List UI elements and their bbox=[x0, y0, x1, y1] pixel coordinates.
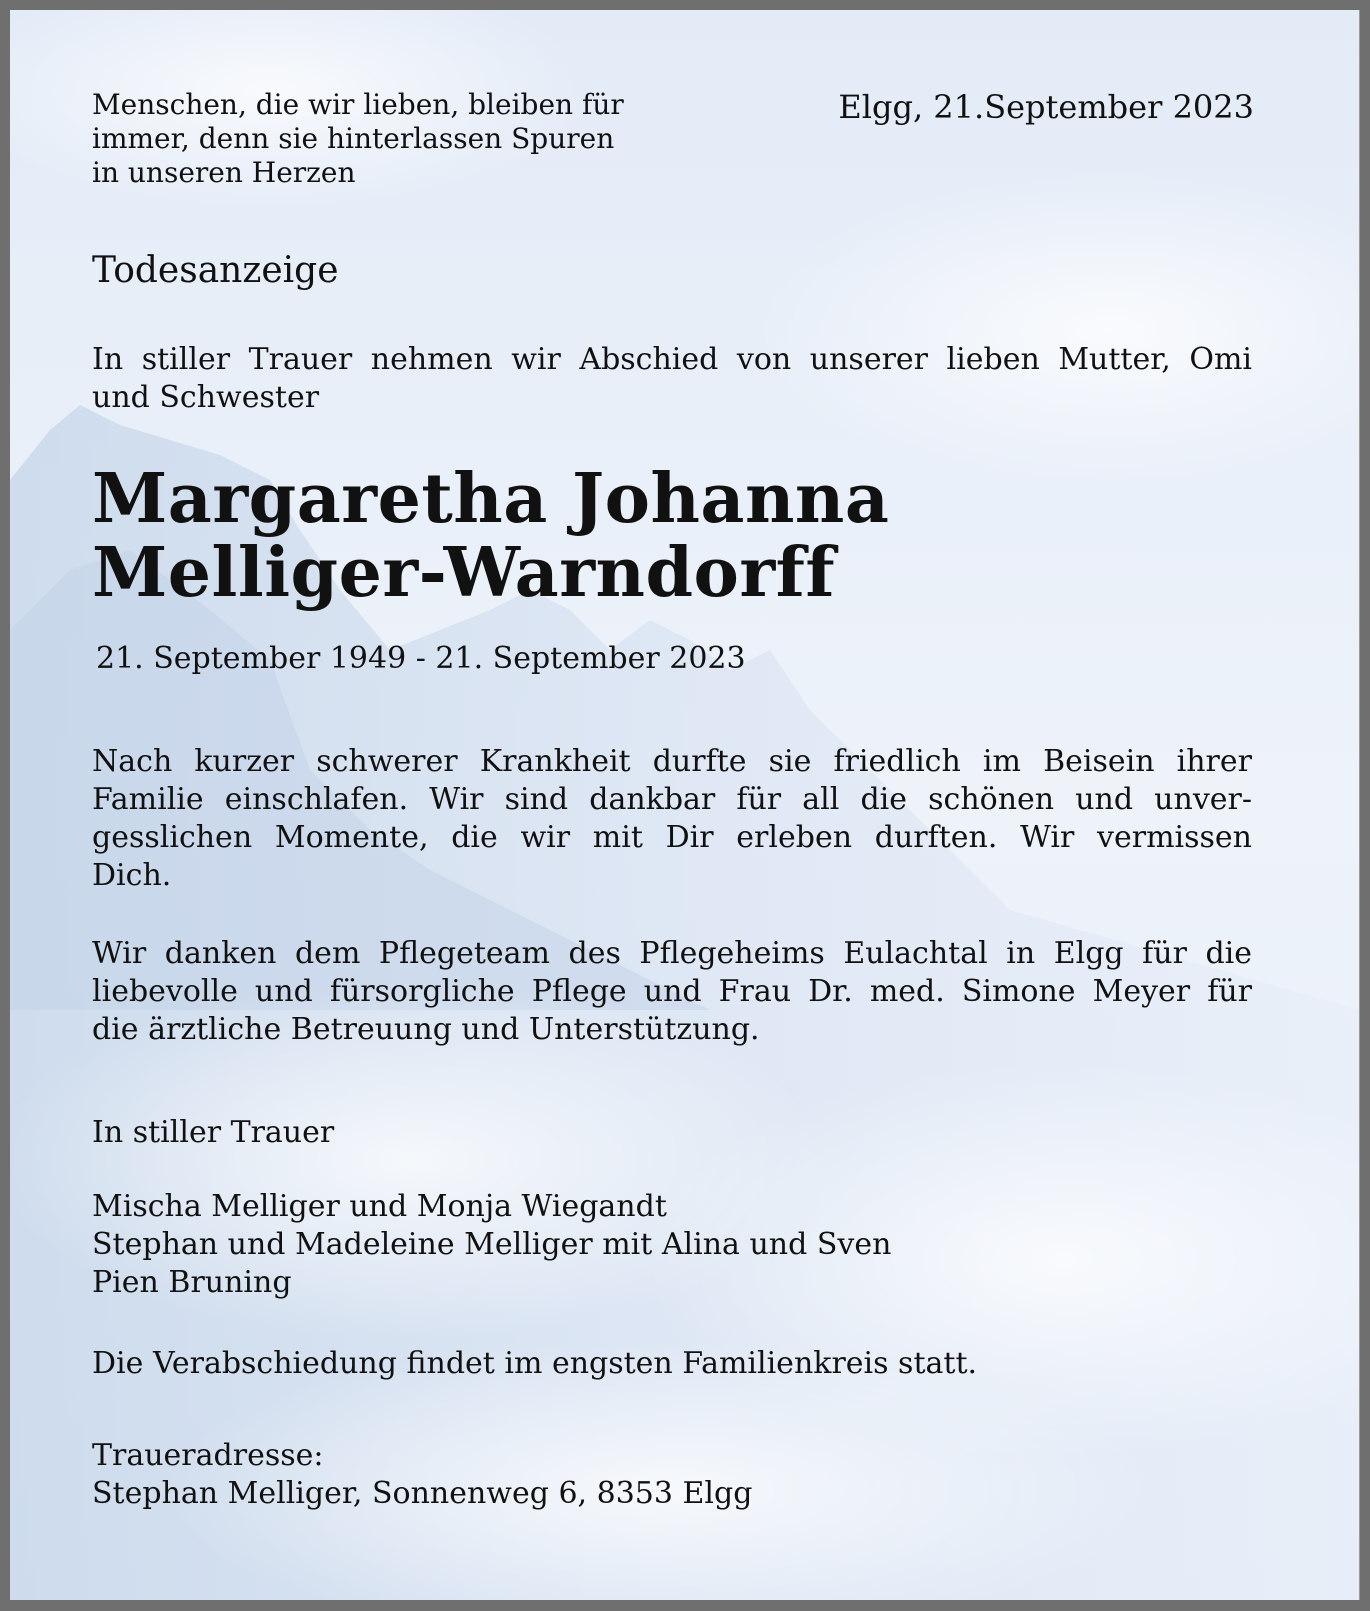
mourner-line: Pien Bruning bbox=[92, 1265, 292, 1300]
name-line: Melliger-Warndorff bbox=[92, 533, 836, 613]
life-dates: 21. September 1949 - 21. September 2023 bbox=[96, 641, 746, 676]
deceased-name bbox=[92, 459, 890, 613]
paragraph-illness bbox=[92, 743, 1252, 895]
paragraph-line: Nach kurzer schwerer Krankheit durfte sie friedlich im Beisein ihrer bbox=[92, 744, 1252, 779]
paragraph-thanks bbox=[92, 935, 1252, 1049]
paragraph-line: Dich. bbox=[92, 858, 172, 893]
intro-line: In stiller Trauer nehmen wir Abschied von unserer lieben Mutter, Omi bbox=[92, 342, 1252, 377]
paragraph-line: liebevolle und fürsorgliche Pflege und Frau Dr. med. Simone Meyer für bbox=[92, 974, 1252, 1009]
intro-text bbox=[92, 341, 1252, 417]
mourner-line: Stephan und Madeleine Melliger mit Alina und Sven bbox=[92, 1227, 892, 1262]
mourning-address bbox=[92, 1437, 752, 1513]
paragraph-line: gesslichen Momente, die wir mit Dir erleben durften. Wir vermissen bbox=[92, 820, 1252, 855]
motto-line: Menschen, die wir lieben, bleiben für bbox=[92, 88, 624, 121]
mourners-list bbox=[92, 1188, 891, 1302]
motto-line: in unseren Herzen bbox=[92, 156, 356, 189]
paragraph-line: Wir danken dem Pflegeteam des Pflegeheims Eulachtal in Elgg für die bbox=[92, 936, 1252, 971]
name-line: Margaretha Johanna bbox=[92, 459, 890, 539]
paragraph-line: die ärztliche Betreuung und Unterstützung. bbox=[92, 1012, 760, 1047]
obituary-page bbox=[10, 10, 1360, 1600]
motto-line: immer, denn sie hinterlassen Spuren bbox=[92, 122, 615, 155]
notice-heading: Todesanzeige bbox=[92, 250, 339, 291]
paragraph-line: Familie einschlafen. Wir sind dankbar für all die schönen und unver- bbox=[92, 782, 1252, 817]
mourning-label: In stiller Trauer bbox=[92, 1115, 335, 1150]
motto-quote bbox=[92, 88, 624, 190]
mourner-line: Mischa Melliger und Monja Wiegandt bbox=[92, 1189, 667, 1224]
place-and-date: Elgg, 21.September 2023 bbox=[838, 88, 1254, 126]
farewell-note: Die Verabschiedung findet im engsten Familienkreis statt. bbox=[92, 1346, 978, 1381]
intro-line: und Schwester bbox=[92, 380, 320, 415]
address-label: Traueradresse: bbox=[92, 1438, 324, 1473]
address-text: Stephan Melliger, Sonnenweg 6, 8353 Elgg bbox=[92, 1476, 753, 1511]
